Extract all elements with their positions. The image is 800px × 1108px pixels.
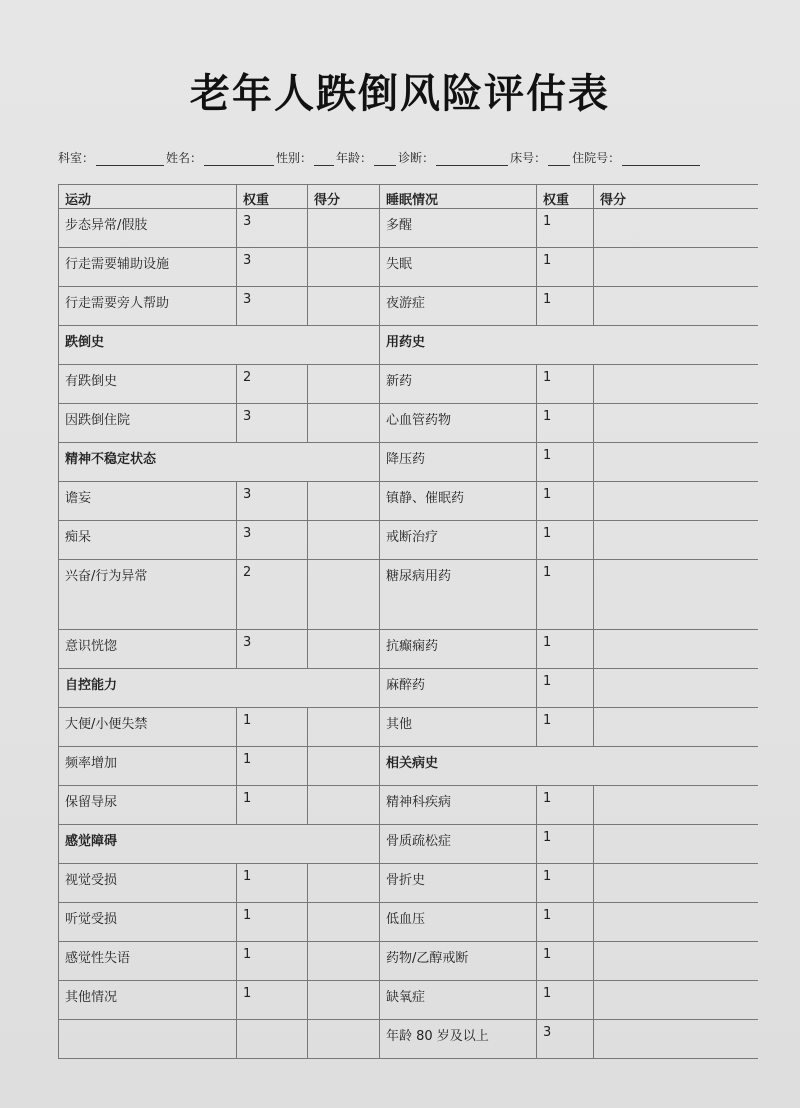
weight-value: 1 [537, 248, 594, 287]
weight-value: 1 [237, 864, 308, 903]
risk-item-label: 行走需要辅助设施 [59, 248, 237, 287]
table-row [59, 981, 758, 1020]
score-cell[interactable] [308, 903, 380, 942]
weight-value: 1 [537, 903, 594, 942]
score-cell[interactable] [308, 521, 380, 560]
score-cell[interactable] [308, 209, 380, 248]
diagnosis-label: 诊断： [398, 151, 435, 165]
score-cell[interactable] [594, 209, 758, 248]
risk-item-label: 视觉受损 [59, 864, 237, 903]
weight-value: 1 [537, 560, 594, 630]
score-cell[interactable] [594, 443, 758, 482]
risk-item-label: 戒断治疗 [380, 521, 537, 560]
score-cell[interactable] [308, 981, 380, 1020]
weight-value: 1 [537, 669, 594, 708]
risk-item-label: 有跌倒史 [59, 365, 237, 404]
weight-value: 3 [237, 248, 308, 287]
score-cell[interactable] [594, 981, 758, 1020]
score-cell[interactable] [308, 287, 380, 326]
weight-value: 3 [237, 521, 308, 560]
age-label: 年龄： [336, 151, 373, 165]
weight-value: 1 [237, 942, 308, 981]
score-cell[interactable] [308, 560, 380, 630]
weight-value: 1 [237, 786, 308, 825]
header-right-score: 得分 [594, 185, 758, 209]
table-row [59, 1020, 758, 1059]
score-cell[interactable] [594, 630, 758, 669]
diagnosis-field[interactable] [436, 153, 508, 166]
section-heading: 感觉障碍 [59, 825, 380, 864]
score-cell[interactable] [594, 825, 758, 864]
score-cell[interactable] [308, 786, 380, 825]
weight-value: 1 [537, 521, 594, 560]
score-cell[interactable] [594, 786, 758, 825]
risk-item-label: 痴呆 [59, 521, 237, 560]
table-row [59, 248, 758, 287]
score-cell[interactable] [594, 1020, 758, 1059]
weight-value: 1 [537, 287, 594, 326]
form-title: 老年人跌倒风险评估表 [190, 70, 610, 117]
weight-value: 3 [537, 1020, 594, 1059]
risk-item-label: 因跌倒住院 [59, 404, 237, 443]
section-heading: 精神不稳定状态 [59, 443, 380, 482]
risk-item-label: 失眠 [380, 248, 537, 287]
name-field[interactable] [204, 153, 274, 166]
department-field[interactable] [96, 153, 164, 166]
table-row [59, 404, 758, 443]
risk-item-label: 骨质疏松症 [380, 825, 537, 864]
gender-field[interactable] [314, 153, 334, 166]
weight-value: 3 [237, 630, 308, 669]
score-cell[interactable] [308, 942, 380, 981]
weight-value: 1 [537, 630, 594, 669]
weight-value: 1 [537, 864, 594, 903]
weight-value: 1 [537, 786, 594, 825]
score-cell[interactable] [594, 942, 758, 981]
table-row [59, 365, 758, 404]
score-cell[interactable] [594, 560, 758, 630]
risk-item-label: 夜游症 [380, 287, 537, 326]
admission-number-field[interactable] [622, 153, 700, 166]
table-row [59, 521, 758, 560]
score-cell[interactable] [594, 365, 758, 404]
bed-number-label: 床号： [510, 151, 547, 165]
weight-value: 3 [237, 482, 308, 521]
header-left-score: 得分 [308, 185, 380, 209]
weight-value: 3 [237, 287, 308, 326]
bed-number-field[interactable] [548, 153, 570, 166]
risk-item-label: 其他情况 [59, 981, 237, 1020]
section-heading: 用药史 [380, 326, 758, 365]
score-cell[interactable] [308, 365, 380, 404]
header-left-weight: 权重 [237, 185, 308, 209]
score-cell[interactable] [308, 482, 380, 521]
weight-value: 1 [237, 981, 308, 1020]
table-row [59, 864, 758, 903]
table-row [59, 443, 758, 482]
header-right-weight: 权重 [537, 185, 594, 209]
score-cell[interactable] [594, 903, 758, 942]
risk-item-label [59, 1020, 237, 1059]
weight-value: 1 [237, 747, 308, 786]
score-cell[interactable] [308, 630, 380, 669]
risk-item-label: 精神科疾病 [380, 786, 537, 825]
score-cell[interactable] [308, 747, 380, 786]
weight-value: 1 [537, 404, 594, 443]
table-row [59, 786, 758, 825]
table-row [59, 903, 758, 942]
risk-item-label: 兴奋/行为异常 [59, 560, 237, 630]
patient-info-line [58, 149, 758, 166]
score-cell[interactable] [594, 287, 758, 326]
risk-item-label: 听觉受损 [59, 903, 237, 942]
score-cell[interactable] [594, 482, 758, 521]
risk-item-label: 年龄 80 岁及以上 [380, 1020, 537, 1059]
risk-item-label: 步态异常/假肢 [59, 209, 237, 248]
table-row [59, 669, 758, 708]
risk-item-label: 其他 [380, 708, 537, 747]
weight-value: 1 [537, 981, 594, 1020]
weight-value: 1 [537, 825, 594, 864]
table-header-row [59, 185, 758, 209]
score-cell[interactable] [594, 404, 758, 443]
age-field[interactable] [374, 153, 396, 166]
risk-item-label: 麻醉药 [380, 669, 537, 708]
table-row [59, 942, 758, 981]
table-row [59, 708, 758, 747]
table-row [59, 825, 758, 864]
weight-value: 2 [237, 560, 308, 630]
risk-item-label: 多醒 [380, 209, 537, 248]
risk-item-label: 意识恍惚 [59, 630, 237, 669]
weight-value: 1 [537, 942, 594, 981]
table-row [59, 209, 758, 248]
weight-value: 1 [537, 708, 594, 747]
table-row [59, 747, 758, 786]
table-row [59, 326, 758, 365]
score-cell[interactable] [594, 708, 758, 747]
score-cell[interactable] [308, 864, 380, 903]
header-left-category: 运动 [59, 185, 237, 209]
weight-value: 1 [237, 903, 308, 942]
risk-item-label: 新药 [380, 365, 537, 404]
table-row [59, 630, 758, 669]
weight-value: 3 [237, 209, 308, 248]
weight-value [237, 1020, 308, 1059]
section-heading: 自控能力 [59, 669, 380, 708]
department-label: 科室： [58, 151, 95, 165]
admission-number-label: 住院号： [572, 151, 621, 165]
risk-item-label: 保留导尿 [59, 786, 237, 825]
risk-item-label: 行走需要旁人帮助 [59, 287, 237, 326]
weight-value: 1 [537, 209, 594, 248]
score-cell[interactable] [308, 708, 380, 747]
table-row [59, 287, 758, 326]
score-cell[interactable] [594, 669, 758, 708]
table-row [59, 560, 758, 630]
risk-assessment-table [58, 184, 758, 1059]
risk-item-label: 药物/乙醇戒断 [380, 942, 537, 981]
score-cell[interactable] [594, 248, 758, 287]
table-row [59, 482, 758, 521]
risk-item-label: 抗癫痫药 [380, 630, 537, 669]
risk-item-label: 缺氧症 [380, 981, 537, 1020]
weight-value: 1 [537, 443, 594, 482]
score-cell[interactable] [308, 404, 380, 443]
weight-value: 3 [237, 404, 308, 443]
weight-value: 2 [237, 365, 308, 404]
risk-item-label: 大便/小便失禁 [59, 708, 237, 747]
risk-item-label: 低血压 [380, 903, 537, 942]
score-cell[interactable] [308, 248, 380, 287]
section-heading: 跌倒史 [59, 326, 380, 365]
name-label: 姓名： [166, 151, 203, 165]
risk-item-label: 骨折史 [380, 864, 537, 903]
score-cell[interactable] [594, 864, 758, 903]
risk-item-label: 感觉性失语 [59, 942, 237, 981]
header-right-category: 睡眠情况 [380, 185, 537, 209]
risk-item-label: 心血管药物 [380, 404, 537, 443]
risk-item-label: 镇静、催眠药 [380, 482, 537, 521]
weight-value: 1 [537, 365, 594, 404]
score-cell[interactable] [308, 1020, 380, 1059]
score-cell[interactable] [594, 521, 758, 560]
risk-item-label: 糖尿病用药 [380, 560, 537, 630]
risk-item-label: 频率增加 [59, 747, 237, 786]
risk-item-label: 降压药 [380, 443, 537, 482]
section-heading: 相关病史 [380, 747, 758, 786]
weight-value: 1 [537, 482, 594, 521]
gender-label: 性别： [276, 151, 313, 165]
risk-item-label: 谵妄 [59, 482, 237, 521]
weight-value: 1 [237, 708, 308, 747]
